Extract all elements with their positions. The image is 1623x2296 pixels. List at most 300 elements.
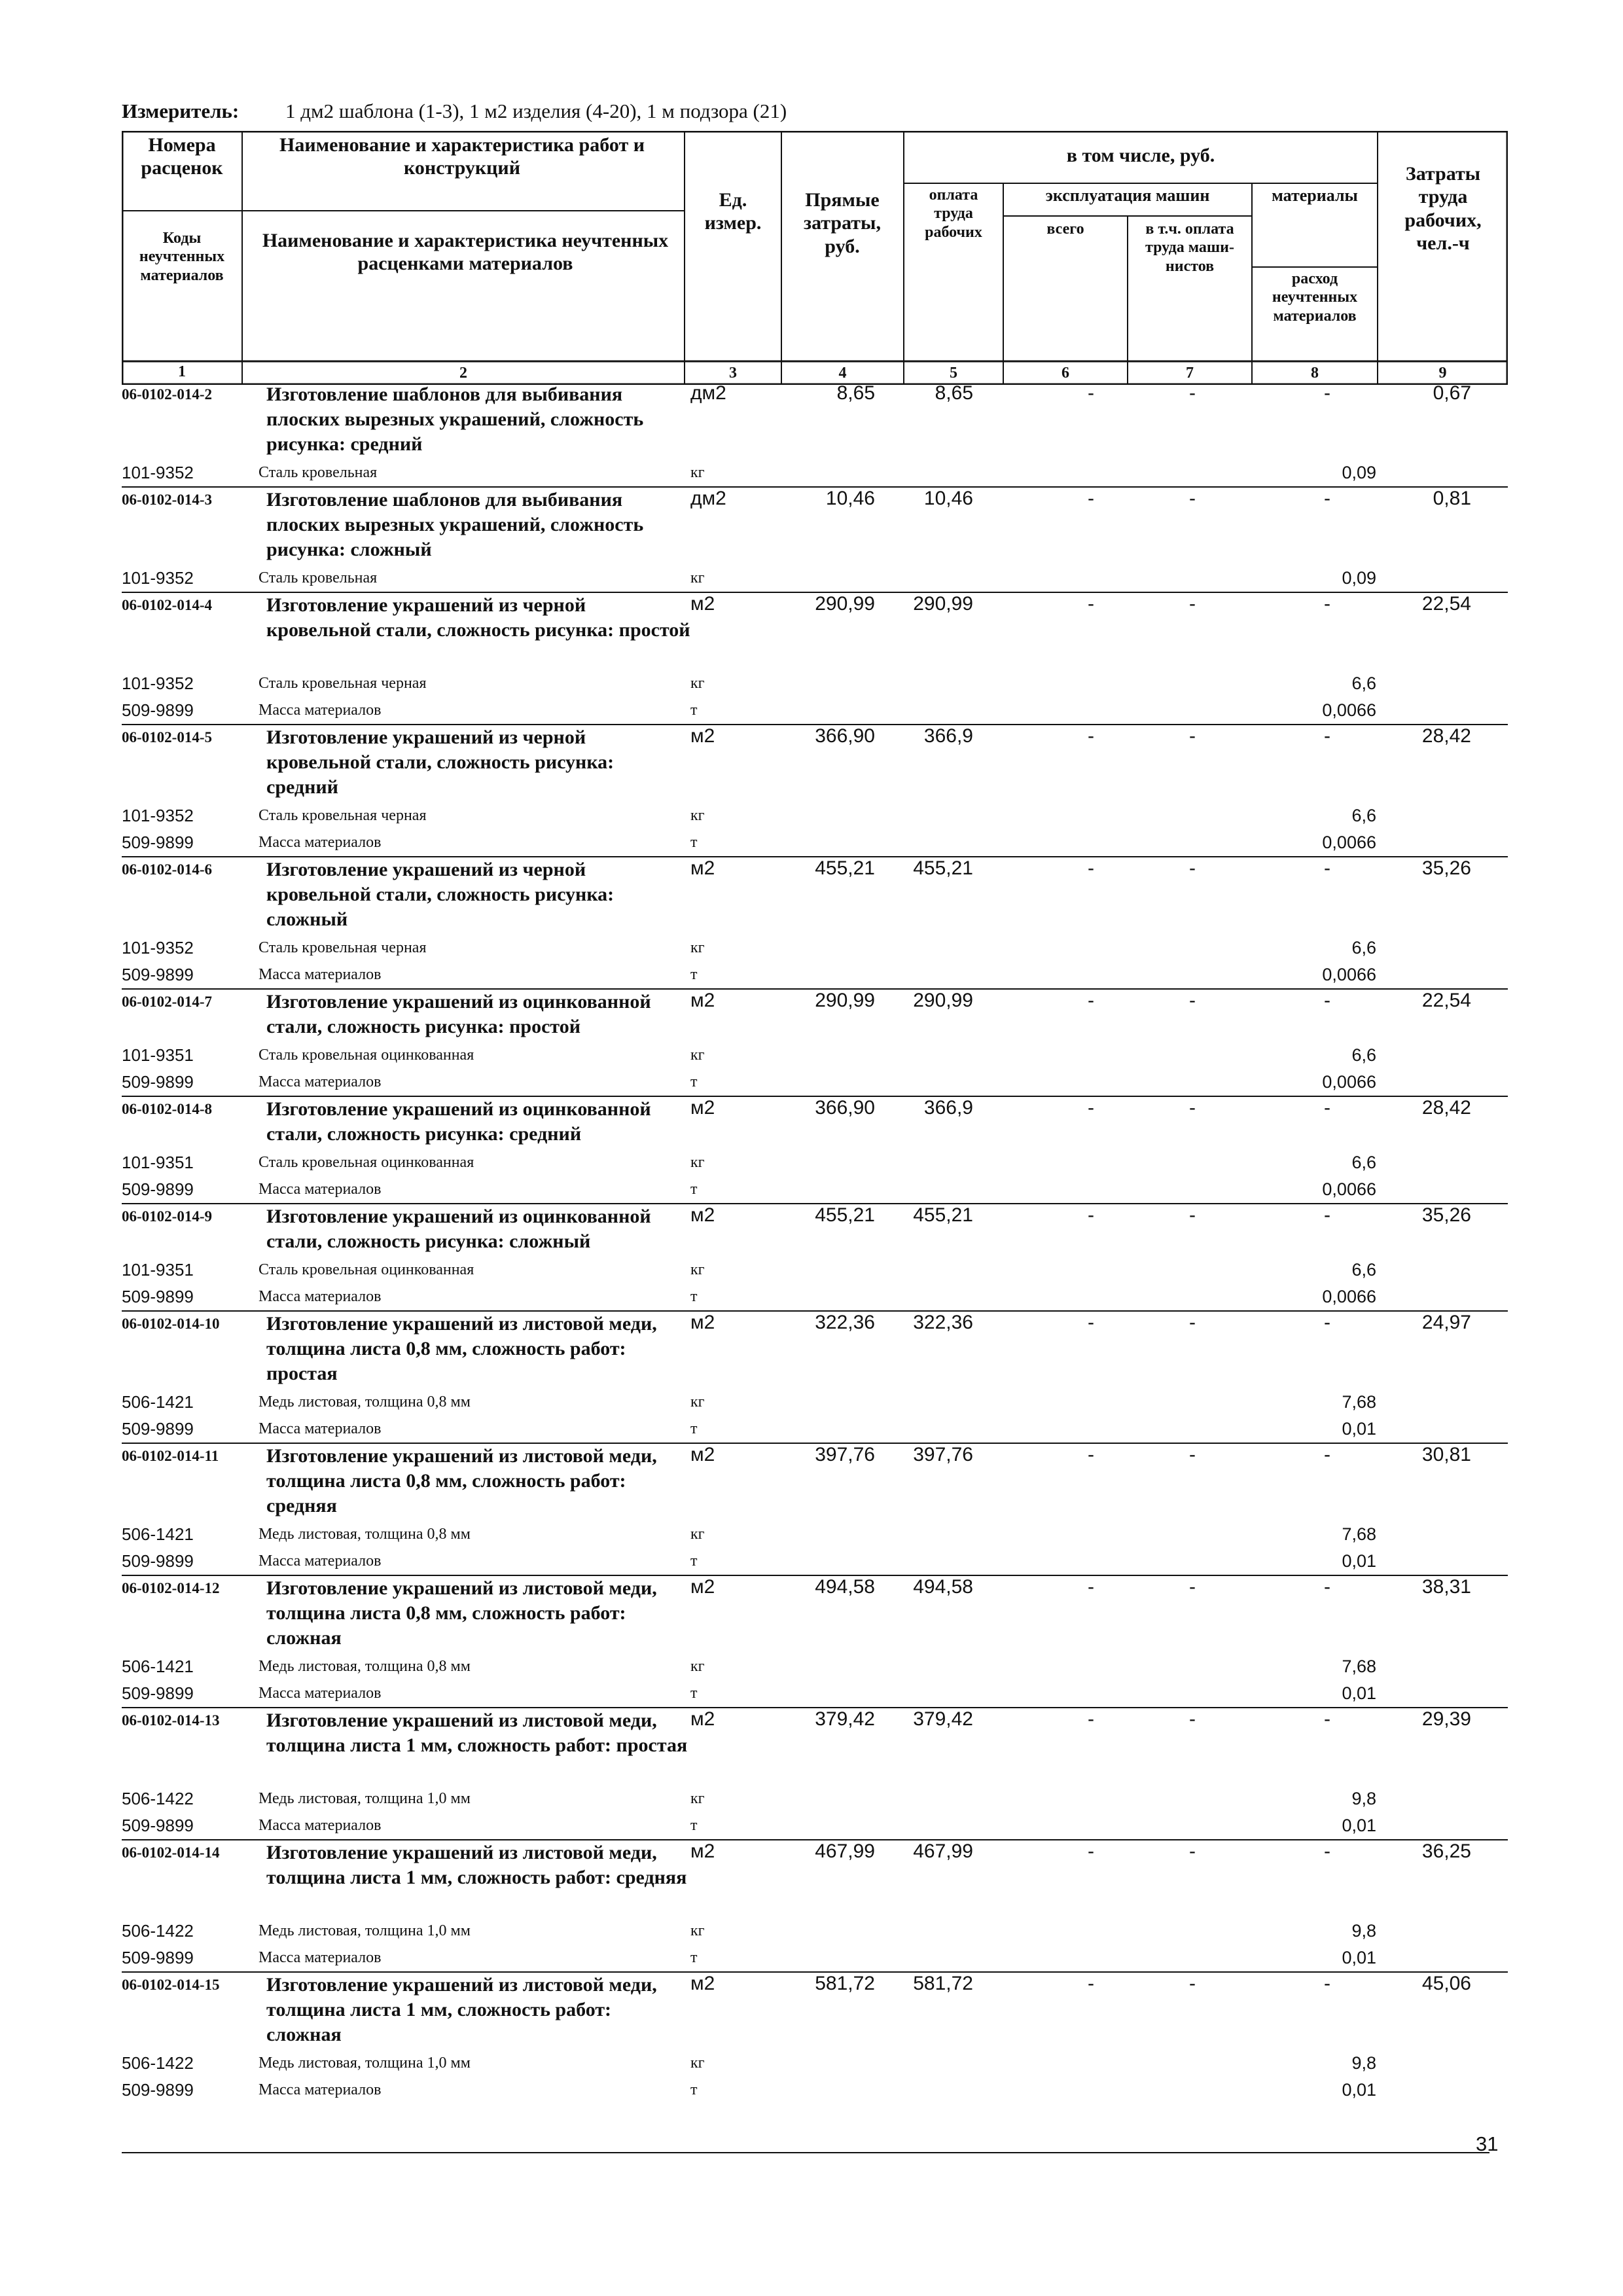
material-quantity: 9,8 xyxy=(1351,1921,1376,1941)
rate-materials: - xyxy=(1324,725,1330,747)
rate-labor-pay: 467,99 xyxy=(913,1840,973,1862)
material-code: 509-9899 xyxy=(122,1419,194,1439)
rate-name: Изготовление шаблонов для выбивания плоских вырезных украшений, сложность рисунка: средний xyxy=(266,384,644,455)
material-name: Медь листовая, толщина 1,0 мм xyxy=(259,1922,471,1939)
rate-code: 06-0102-014-9 xyxy=(122,1208,212,1225)
material-code: 101-9351 xyxy=(122,1045,194,1065)
material-unit: т xyxy=(690,1181,698,1198)
material-name: Медь листовая, толщина 1,0 мм xyxy=(259,2054,471,2072)
material-code: 506-1422 xyxy=(122,1921,194,1941)
material-unit: т xyxy=(690,1817,698,1834)
rate-direct-cost: 379,42 xyxy=(815,1708,875,1730)
rate-code: 06-0102-014-3 xyxy=(122,492,212,508)
rate-unit: м2 xyxy=(690,1576,715,1598)
rate-block xyxy=(122,1707,1508,1839)
col-num-1: 1 xyxy=(178,363,186,380)
rate-materials: - xyxy=(1324,488,1330,509)
rate-direct-cost: 322,36 xyxy=(815,1312,875,1333)
rate-labor-hours: 38,31 xyxy=(1421,1576,1471,1598)
rate-materials: - xyxy=(1324,1312,1330,1333)
material-unit: т xyxy=(690,1949,698,1966)
material-row xyxy=(122,1042,1508,1069)
rate-name: Изготовление украшений из листовой меди, толщина листа 1 мм, сложность работ: средняя xyxy=(266,1842,687,1888)
rate-machines-labor: - xyxy=(1189,1444,1196,1465)
col-num-8: 8 xyxy=(1311,365,1319,382)
material-unit: кг xyxy=(690,939,705,956)
material-quantity: 6,6 xyxy=(1351,1045,1376,1065)
material-quantity: 0,09 xyxy=(1342,568,1376,588)
rate-code: 06-0102-014-2 xyxy=(122,386,212,403)
material-name: Масса материалов xyxy=(259,1073,382,1090)
material-quantity: 6,6 xyxy=(1351,938,1376,958)
rate-materials: - xyxy=(1324,382,1330,404)
rate-unit: м2 xyxy=(690,990,715,1011)
col-num-4: 4 xyxy=(838,365,847,382)
rate-unit: м2 xyxy=(690,1840,715,1862)
material-name: Масса материалов xyxy=(259,1817,382,1834)
material-code: 101-9352 xyxy=(122,568,194,588)
header-machines-total: всего xyxy=(1046,221,1084,238)
material-row xyxy=(122,1945,1508,1971)
material-row xyxy=(122,459,1508,486)
rate-machines-total: - xyxy=(1088,1973,1094,1994)
header-unit: Ед. измер. xyxy=(704,189,762,234)
material-name: Масса материалов xyxy=(259,1949,382,1966)
rate-machines-total: - xyxy=(1088,990,1094,1011)
material-code: 509-9899 xyxy=(122,1179,194,1199)
rate-materials: - xyxy=(1324,990,1330,1011)
rate-code: 06-0102-014-12 xyxy=(122,1580,220,1596)
rate-labor-pay: 581,72 xyxy=(913,1973,973,1994)
rate-unit: м2 xyxy=(690,593,715,615)
rate-block xyxy=(122,988,1508,1096)
rate-direct-cost: 8,65 xyxy=(836,382,875,404)
material-quantity: 0,01 xyxy=(1342,1419,1376,1439)
material-row xyxy=(122,1416,1508,1443)
header-materials-use: расход неучтенных материалов xyxy=(1272,270,1358,325)
rate-code: 06-0102-014-8 xyxy=(122,1101,212,1117)
material-unit: кг xyxy=(690,1047,705,1064)
rate-machines-total: - xyxy=(1088,1204,1094,1226)
header-machines: эксплуатация машин xyxy=(1045,186,1210,205)
material-row xyxy=(122,935,1508,961)
material-unit: кг xyxy=(690,1261,705,1278)
material-row xyxy=(122,697,1508,724)
material-name: Масса материалов xyxy=(259,1685,382,1702)
rate-labor-pay: 290,99 xyxy=(913,990,973,1011)
rate-block xyxy=(122,592,1508,724)
material-name: Масса материалов xyxy=(259,1552,382,1570)
material-name: Медь листовая, толщина 0,8 мм xyxy=(259,1393,471,1410)
material-code: 509-9899 xyxy=(122,833,194,852)
material-code: 509-9899 xyxy=(122,965,194,984)
material-quantity: 6,6 xyxy=(1351,806,1376,825)
rate-labor-hours: 0,67 xyxy=(1433,382,1471,404)
material-unit: т xyxy=(690,834,698,851)
rate-machines-labor: - xyxy=(1189,1204,1196,1226)
material-code: 509-9899 xyxy=(122,700,194,720)
rate-block xyxy=(122,1443,1508,1575)
rate-machines-total: - xyxy=(1088,1097,1094,1119)
rate-direct-cost: 10,46 xyxy=(825,488,875,509)
material-quantity: 0,0066 xyxy=(1322,1179,1376,1199)
material-quantity: 0,0066 xyxy=(1322,1287,1376,1306)
material-name: Сталь кровельная черная xyxy=(259,675,427,692)
rate-machines-labor: - xyxy=(1189,1097,1196,1119)
material-quantity: 0,01 xyxy=(1342,1948,1376,1967)
material-name: Медь листовая, толщина 0,8 мм xyxy=(259,1526,471,1543)
rate-name: Изготовление шаблонов для выбивания плоских вырезных украшений, сложность рисунка: сложный xyxy=(266,489,644,560)
rate-row xyxy=(122,1708,1508,1785)
rate-machines-labor: - xyxy=(1189,1312,1196,1333)
rate-labor-pay: 322,36 xyxy=(913,1312,973,1333)
header-machines-labor: в т.ч. оплата труда маши-нистов xyxy=(1145,221,1234,275)
material-quantity: 0,01 xyxy=(1342,1816,1376,1835)
material-row xyxy=(122,1680,1508,1707)
rate-row xyxy=(122,1312,1508,1389)
rate-labor-pay: 455,21 xyxy=(913,857,973,879)
material-quantity: 9,8 xyxy=(1351,2053,1376,2073)
rate-code: 06-0102-014-15 xyxy=(122,1977,220,1993)
col-num-9: 9 xyxy=(1438,365,1447,382)
rate-unit: м2 xyxy=(690,725,715,747)
col-num-3: 3 xyxy=(729,365,737,382)
rate-machines-labor: - xyxy=(1189,593,1196,615)
rate-code: 06-0102-014-7 xyxy=(122,994,212,1010)
material-unit: кг xyxy=(690,1658,705,1675)
rate-labor-hours: 36,25 xyxy=(1421,1840,1471,1862)
material-row xyxy=(122,1149,1508,1176)
rate-direct-cost: 290,99 xyxy=(815,593,875,615)
material-row xyxy=(122,961,1508,988)
rate-machines-total: - xyxy=(1088,382,1094,404)
material-name: Масса материалов xyxy=(259,1181,382,1198)
rates-table-body xyxy=(122,382,1508,2104)
rate-name: Изготовление украшений из оцинкованной стали, сложность рисунка: средний xyxy=(266,1098,651,1145)
header-material-codes: Коды неучтенных материалов xyxy=(139,230,225,284)
rate-machines-labor: - xyxy=(1189,857,1196,879)
rate-materials: - xyxy=(1324,1840,1330,1862)
rate-block xyxy=(122,382,1508,486)
col-num-2: 2 xyxy=(459,365,467,382)
material-row xyxy=(122,1389,1508,1416)
rate-unit: м2 xyxy=(690,857,715,879)
material-unit: т xyxy=(690,1073,698,1090)
material-unit: т xyxy=(690,1288,698,1305)
material-unit: т xyxy=(690,966,698,983)
rate-machines-total: - xyxy=(1088,725,1094,747)
rate-machines-total: - xyxy=(1088,488,1094,509)
material-unit: кг xyxy=(690,569,705,586)
material-row xyxy=(122,670,1508,697)
material-name: Сталь кровельная xyxy=(259,464,378,481)
material-unit: кг xyxy=(690,1393,705,1410)
col-num-7: 7 xyxy=(1186,365,1194,382)
rate-block xyxy=(122,1839,1508,1971)
material-row xyxy=(122,829,1508,856)
rate-block xyxy=(122,1310,1508,1443)
material-quantity: 0,0066 xyxy=(1322,833,1376,852)
header-labor-pay: оплата труда рабочих xyxy=(925,187,982,241)
rate-machines-labor: - xyxy=(1189,725,1196,747)
rate-row xyxy=(122,488,1508,565)
material-unit: кг xyxy=(690,1922,705,1939)
material-row xyxy=(122,2050,1508,2077)
rate-row xyxy=(122,1973,1508,2050)
rate-direct-cost: 366,90 xyxy=(815,1097,875,1119)
rate-block xyxy=(122,486,1508,592)
rate-machines-total: - xyxy=(1088,1708,1094,1730)
rate-name: Изготовление украшений из оцинкованной стали, сложность рисунка: сложный xyxy=(266,1206,651,1252)
material-code: 506-1421 xyxy=(122,1392,194,1412)
rate-machines-total: - xyxy=(1088,857,1094,879)
rate-name: Изготовление украшений из черной кровельной стали, сложность рисунка: сложный xyxy=(266,859,615,930)
material-code: 506-1421 xyxy=(122,1524,194,1544)
material-row xyxy=(122,1653,1508,1680)
material-quantity: 6,6 xyxy=(1351,1260,1376,1280)
material-row xyxy=(122,565,1508,592)
rate-machines-total: - xyxy=(1088,1444,1094,1465)
material-row xyxy=(122,1257,1508,1283)
material-row xyxy=(122,802,1508,829)
material-name: Медь листовая, толщина 1,0 мм xyxy=(259,1790,471,1807)
material-row xyxy=(122,1283,1508,1310)
material-row xyxy=(122,2077,1508,2104)
rate-labor-hours: 30,81 xyxy=(1421,1444,1471,1465)
material-unit: т xyxy=(690,2081,698,2098)
rate-direct-cost: 467,99 xyxy=(815,1840,875,1862)
material-quantity: 0,09 xyxy=(1342,463,1376,482)
rate-row xyxy=(122,857,1508,935)
rate-row xyxy=(122,725,1508,802)
material-name: Медь листовая, толщина 0,8 мм xyxy=(259,1658,471,1675)
material-quantity: 0,0066 xyxy=(1322,1072,1376,1092)
material-quantity: 0,01 xyxy=(1342,2080,1376,2100)
bottom-rule xyxy=(122,2152,1489,2153)
material-code: 101-9351 xyxy=(122,1153,194,1172)
rate-labor-hours: 22,54 xyxy=(1421,593,1471,615)
measure-line xyxy=(122,99,787,123)
page-number: 31 xyxy=(1476,2132,1499,2155)
rate-labor-pay: 366,9 xyxy=(923,1097,973,1119)
rate-code: 06-0102-014-11 xyxy=(122,1448,219,1464)
material-unit: кг xyxy=(690,675,705,692)
rate-block xyxy=(122,1203,1508,1310)
material-code: 509-9899 xyxy=(122,1683,194,1703)
rate-name: Изготовление украшений из листовой меди, толщина листа 0,8 мм, сложность работ: сложная xyxy=(266,1577,657,1649)
material-row xyxy=(122,1812,1508,1839)
rate-materials: - xyxy=(1324,1708,1330,1730)
rate-unit: м2 xyxy=(690,1444,715,1465)
material-name: Масса материалов xyxy=(259,2081,382,2098)
material-row xyxy=(122,1176,1508,1203)
rate-row xyxy=(122,1444,1508,1521)
rate-code: 06-0102-014-10 xyxy=(122,1316,220,1332)
rate-labor-pay: 455,21 xyxy=(913,1204,973,1226)
rate-row xyxy=(122,593,1508,670)
material-code: 101-9352 xyxy=(122,673,194,693)
material-row xyxy=(122,1521,1508,1548)
rate-materials: - xyxy=(1324,1973,1330,1994)
rate-machines-labor: - xyxy=(1189,1576,1196,1598)
measure-value: 1 дм2 шаблона (1-3), 1 м2 изделия (4-20), 1 м подзора (21) xyxy=(285,99,787,122)
rate-labor-pay: 8,65 xyxy=(935,382,973,404)
rate-labor-pay: 366,9 xyxy=(923,725,973,747)
rate-code: 06-0102-014-13 xyxy=(122,1712,220,1729)
header-materials: материалы xyxy=(1272,186,1358,205)
material-unit: т xyxy=(690,1552,698,1570)
rate-machines-total: - xyxy=(1088,1312,1094,1333)
rate-labor-hours: 45,06 xyxy=(1421,1973,1471,1994)
material-name: Сталь кровельная оцинкованная xyxy=(259,1154,474,1171)
rate-code: 06-0102-014-6 xyxy=(122,861,212,878)
rate-block xyxy=(122,1096,1508,1203)
rate-name: Изготовление украшений из черной кровельной стали, сложность рисунка: средний xyxy=(266,726,615,798)
material-code: 101-9352 xyxy=(122,463,194,482)
material-quantity: 7,68 xyxy=(1342,1392,1376,1412)
rate-labor-pay: 397,76 xyxy=(913,1444,973,1465)
material-unit: т xyxy=(690,1685,698,1702)
rate-unit: м2 xyxy=(690,1312,715,1333)
rate-labor-pay: 10,46 xyxy=(923,488,973,509)
material-code: 509-9899 xyxy=(122,1072,194,1092)
rate-direct-cost: 455,21 xyxy=(815,1204,875,1226)
rate-name: Изготовление украшений из листовой меди, толщина листа 1 мм, сложность работ: сложная xyxy=(266,1974,657,2045)
material-unit: кг xyxy=(690,1154,705,1171)
material-code: 509-9899 xyxy=(122,1816,194,1835)
material-code: 101-9352 xyxy=(122,806,194,825)
material-name: Сталь кровельная оцинкованная xyxy=(259,1047,474,1064)
rate-code: 06-0102-014-14 xyxy=(122,1844,220,1861)
material-name: Сталь кровельная оцинкованная xyxy=(259,1261,474,1278)
material-quantity: 0,01 xyxy=(1342,1551,1376,1571)
material-unit: кг xyxy=(690,807,705,824)
material-quantity: 0,0066 xyxy=(1322,965,1376,984)
rate-block xyxy=(122,1971,1508,2104)
rate-name: Изготовление украшений из оцинкованной стали, сложность рисунка: простой xyxy=(266,991,651,1037)
material-row xyxy=(122,1918,1508,1945)
rate-direct-cost: 366,90 xyxy=(815,725,875,747)
material-unit: т xyxy=(690,1420,698,1437)
material-name: Масса материалов xyxy=(259,1420,382,1437)
rate-unit: дм2 xyxy=(690,488,726,509)
material-row xyxy=(122,1069,1508,1096)
rate-row xyxy=(122,1576,1508,1653)
header-direct-cost: Прямые затраты, руб. xyxy=(804,189,881,257)
material-name: Масса материалов xyxy=(259,702,382,719)
rate-labor-pay: 379,42 xyxy=(913,1708,973,1730)
material-code: 506-1422 xyxy=(122,1789,194,1808)
rate-machines-labor: - xyxy=(1189,382,1196,404)
material-quantity: 7,68 xyxy=(1342,1657,1376,1676)
header-work-name: Наименование и характеристика работ и конструкций xyxy=(279,134,645,179)
material-row xyxy=(122,1785,1508,1812)
rate-materials: - xyxy=(1324,1204,1330,1226)
material-code: 506-1421 xyxy=(122,1657,194,1676)
material-unit: кг xyxy=(690,1790,705,1807)
material-quantity: 6,6 xyxy=(1351,1153,1376,1172)
rate-row xyxy=(122,1840,1508,1918)
header-including: в том числе, руб. xyxy=(1066,145,1215,166)
material-quantity: 7,68 xyxy=(1342,1524,1376,1544)
rate-machines-labor: - xyxy=(1189,1840,1196,1862)
rate-labor-hours: 22,54 xyxy=(1421,990,1471,1011)
material-name: Сталь кровельная черная xyxy=(259,939,427,956)
rate-machines-labor: - xyxy=(1189,990,1196,1011)
rate-row xyxy=(122,1097,1508,1149)
rate-labor-pay: 290,99 xyxy=(913,593,973,615)
measure-label: Измеритель: xyxy=(122,99,240,122)
rate-materials: - xyxy=(1324,1576,1330,1598)
rate-row xyxy=(122,1204,1508,1257)
material-name: Масса материалов xyxy=(259,966,382,983)
material-code: 506-1422 xyxy=(122,2053,194,2073)
rate-direct-cost: 455,21 xyxy=(815,857,875,879)
rate-block xyxy=(122,856,1508,988)
rate-materials: - xyxy=(1324,1097,1330,1119)
material-quantity: 0,01 xyxy=(1342,1683,1376,1703)
material-code: 509-9899 xyxy=(122,1287,194,1306)
rate-labor-pay: 494,58 xyxy=(913,1576,973,1598)
material-name: Масса материалов xyxy=(259,834,382,851)
rate-materials: - xyxy=(1324,857,1330,879)
rate-direct-cost: 581,72 xyxy=(815,1973,875,1994)
rate-machines-labor: - xyxy=(1189,1973,1196,1994)
rate-materials: - xyxy=(1324,1444,1330,1465)
material-code: 509-9899 xyxy=(122,2080,194,2100)
material-name: Сталь кровельная черная xyxy=(259,807,427,824)
rate-machines-labor: - xyxy=(1189,488,1196,509)
col-num-6: 6 xyxy=(1061,365,1069,382)
rate-labor-hours: 24,97 xyxy=(1421,1312,1471,1333)
rate-code: 06-0102-014-4 xyxy=(122,597,212,613)
header-rate-numbers: Номера расценок xyxy=(141,134,223,179)
header-material-name: Наименование и характеристика неучтенных расценками материалов xyxy=(262,230,669,275)
rate-labor-hours: 28,42 xyxy=(1421,725,1471,747)
rate-row xyxy=(122,382,1508,459)
rate-name: Изготовление украшений из черной кровельной стали, сложность рисунка: простой xyxy=(266,594,690,641)
rate-direct-cost: 494,58 xyxy=(815,1576,875,1598)
rate-direct-cost: 397,76 xyxy=(815,1444,875,1465)
table-header xyxy=(122,131,1508,385)
material-quantity: 6,6 xyxy=(1351,673,1376,693)
material-code: 509-9899 xyxy=(122,1948,194,1967)
rate-labor-hours: 35,26 xyxy=(1421,857,1471,879)
rate-block xyxy=(122,724,1508,856)
rate-unit: дм2 xyxy=(690,382,726,404)
rate-unit: м2 xyxy=(690,1097,715,1119)
rate-machines-total: - xyxy=(1088,1840,1094,1862)
rate-direct-cost: 290,99 xyxy=(815,990,875,1011)
rate-materials: - xyxy=(1324,593,1330,615)
rate-labor-hours: 28,42 xyxy=(1421,1097,1471,1119)
rate-block xyxy=(122,1575,1508,1707)
rate-unit: м2 xyxy=(690,1973,715,1994)
material-unit: кг xyxy=(690,2054,705,2072)
rate-labor-hours: 29,39 xyxy=(1421,1708,1471,1730)
material-unit: т xyxy=(690,702,698,719)
rate-name: Изготовление украшений из листовой меди, толщина листа 0,8 мм, сложность работ: средняя xyxy=(266,1445,657,1516)
material-code: 509-9899 xyxy=(122,1551,194,1571)
material-unit: кг xyxy=(690,464,705,481)
rate-name: Изготовление украшений из листовой меди, толщина листа 0,8 мм, сложность работ: простая xyxy=(266,1313,657,1384)
material-quantity: 0,0066 xyxy=(1322,700,1376,720)
material-row xyxy=(122,1548,1508,1575)
rate-machines-total: - xyxy=(1088,1576,1094,1598)
rate-machines-total: - xyxy=(1088,593,1094,615)
material-unit: кг xyxy=(690,1526,705,1543)
rate-unit: м2 xyxy=(690,1204,715,1226)
